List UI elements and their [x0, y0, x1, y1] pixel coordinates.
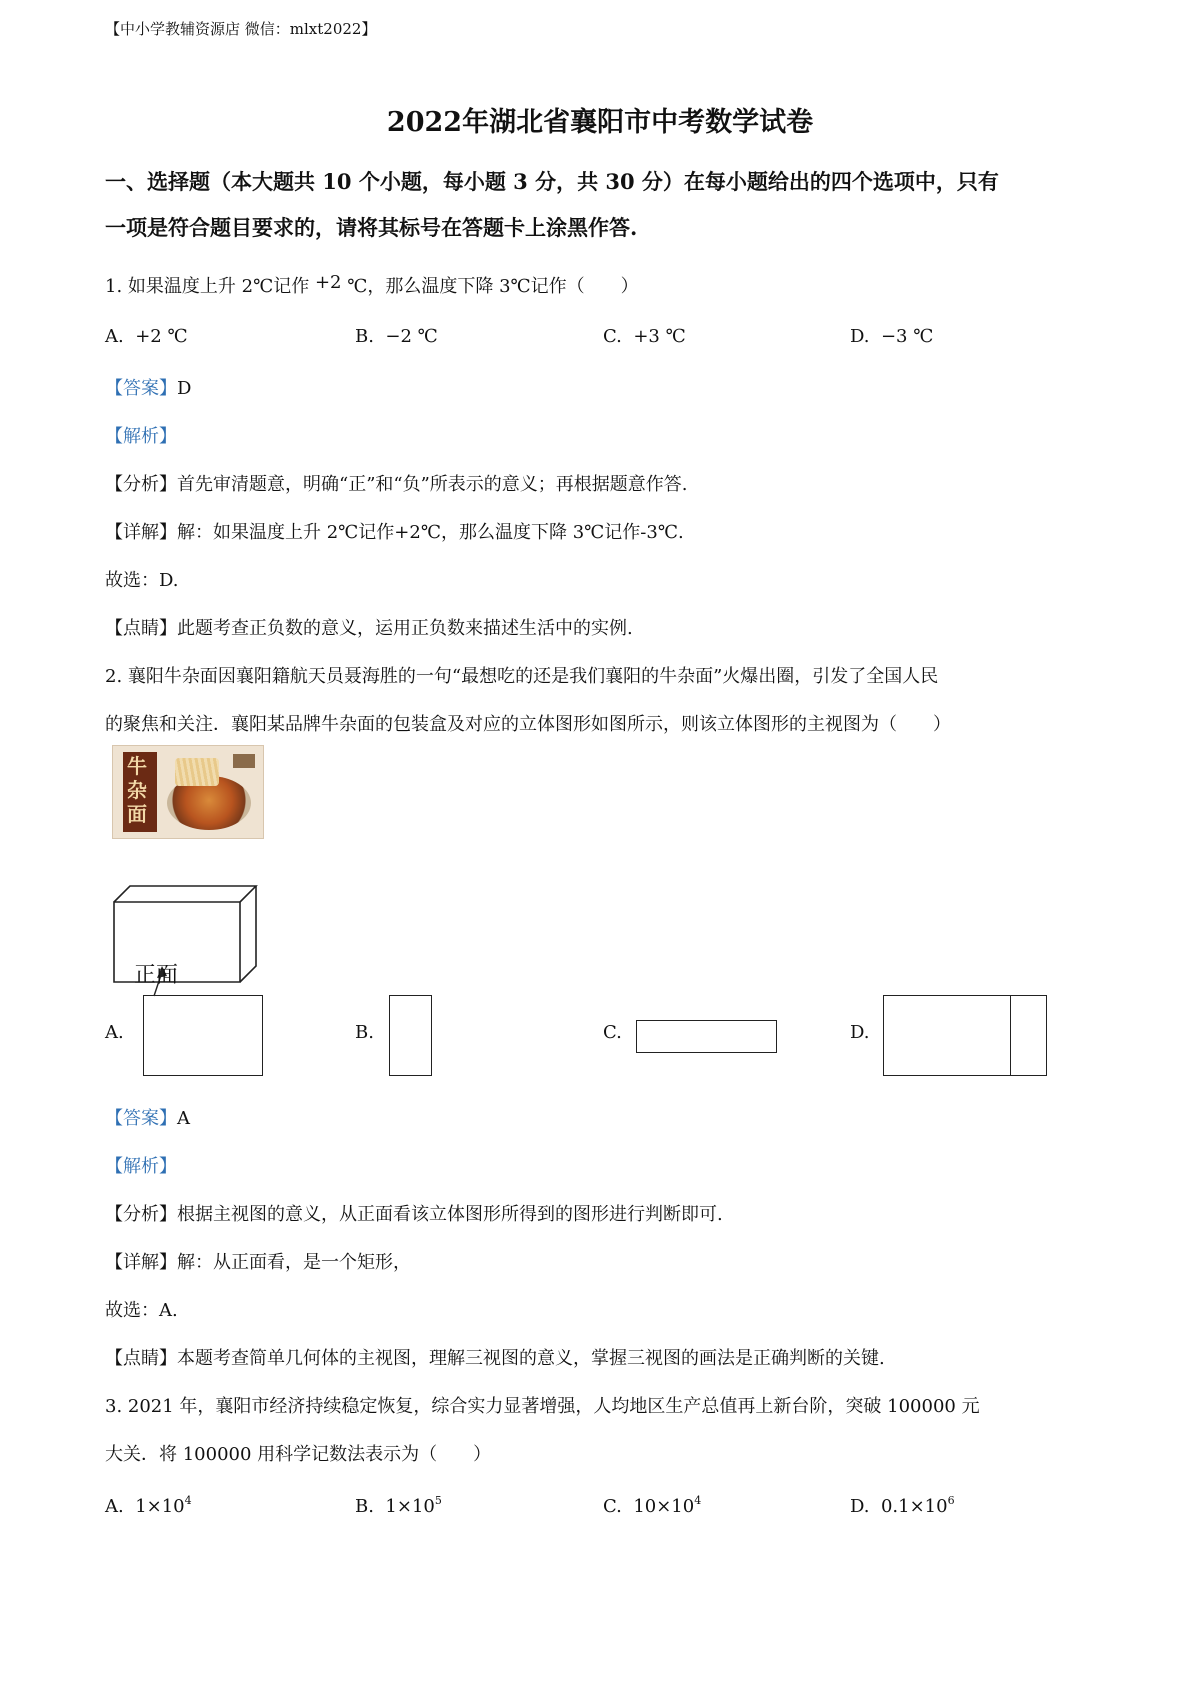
q3-option-a-base: 1×10 — [135, 1496, 185, 1517]
q2-option-a-label: A. — [105, 1022, 124, 1043]
q3-stem-line2: 大关．将 100000 用科学记数法表示为（ ） — [105, 1444, 492, 1465]
q2-stem-line1: 2. 襄阳牛杂面因襄阳籍航天员聂海胜的一句“最想吃的还是我们襄阳的牛杂面”火爆出圈，引发了全国人民 — [105, 666, 939, 687]
q2-product-photo-logo — [233, 754, 255, 768]
q3-option-c-label: C. — [603, 1496, 622, 1517]
q3-option-a-label: A. — [105, 1496, 124, 1517]
q1-option-c — [603, 326, 686, 347]
q1-dianjing-tag: 【点睛】 — [105, 618, 177, 639]
q1-guxuan: 故选：D. — [105, 570, 179, 591]
q1-option-b-value: −2 ℃ — [385, 326, 438, 347]
q2-option-d-label: D. — [850, 1022, 870, 1043]
q1-stem-text-a: 1. 如果温度上升 2℃记作 — [105, 276, 310, 297]
q1-option-c-value: +3 ℃ — [633, 326, 686, 347]
q3-option-c-base: 10×10 — [633, 1496, 695, 1517]
q1-answer-tag: 【答案】 — [105, 378, 177, 399]
q1-answer — [105, 374, 191, 400]
q2-dianjing-tag: 【点睛】 — [105, 1348, 177, 1369]
q1-option-c-label: C. — [603, 326, 622, 347]
q2-box-top-face — [114, 886, 256, 902]
q1-stem — [105, 272, 639, 298]
q3-option-d-label: D. — [850, 1496, 870, 1517]
q2-option-d-divider — [1010, 996, 1011, 1075]
q3-option-b — [355, 1494, 442, 1517]
q2-option-d-shape — [883, 995, 1047, 1076]
q2-product-photo — [112, 745, 264, 839]
q2-stem-line2: 的聚焦和关注．襄阳某品牌牛杂面的包装盒及对应的立体图形如图所示，则该立体图形的主视图为（ ） — [105, 714, 951, 735]
q2-answer — [105, 1104, 190, 1130]
q2-product-photo-noodles — [175, 758, 219, 786]
q2-answer-tag: 【答案】 — [105, 1108, 177, 1129]
q2-fenxi — [105, 1200, 723, 1226]
q3-option-b-base: 1×10 — [385, 1496, 435, 1517]
page-title: 2022年湖北省襄阳市中考数学试卷 — [386, 107, 814, 138]
q3-option-d-base: 0.1×10 — [880, 1496, 948, 1517]
q2-answer-value: A — [177, 1108, 190, 1129]
q1-option-b-label: B. — [355, 326, 374, 347]
q1-xiangjie — [105, 518, 684, 544]
q3-option-b-label: B. — [355, 1496, 374, 1517]
section-heading-line2: 一项是符合题目要求的，请将其标号在答题卡上涂黑作答. — [105, 215, 638, 240]
q2-option-c-shape — [636, 1020, 777, 1053]
q2-option-a-shape — [143, 995, 263, 1076]
q1-analysis-tag: 【解析】 — [105, 426, 177, 447]
q1-dianjing — [105, 614, 633, 640]
q1-option-d — [850, 326, 933, 347]
q1-xiangjie-tag: 【详解】 — [105, 522, 177, 543]
q3-option-d — [850, 1494, 955, 1517]
q2-option-c-label: C. — [603, 1022, 622, 1043]
q2-option-b-shape — [389, 995, 432, 1076]
page-header: 【中小学教辅资源店 微信：mlxt2022】 — [105, 20, 377, 38]
q2-fenxi-tag: 【分析】 — [105, 1204, 177, 1225]
q1-option-a-value: +2 ℃ — [135, 326, 188, 347]
section-heading-line1: 一、选择题（本大题共 10 个小题，每小题 3 分，共 30 分）在每小题给出的四个选项中，只有 — [105, 169, 999, 194]
q2-option-b-label: B. — [355, 1022, 374, 1043]
q1-option-d-label: D. — [850, 326, 870, 347]
q1-stem-text-b: ℃，那么温度下降 3℃记作（ ） — [347, 276, 639, 297]
q2-xiangjie-text: 解：从正面看，是一个矩形， — [177, 1252, 411, 1273]
q3-option-c — [603, 1494, 701, 1517]
q1-option-b — [355, 326, 438, 347]
q2-fenxi-text: 根据主视图的意义，从正面看该立体图形所得到的图形进行判断即可. — [177, 1204, 723, 1225]
q2-dianjing — [105, 1344, 885, 1370]
q2-box-figure — [110, 882, 260, 1000]
q1-stem-math: +2 — [314, 272, 342, 293]
q3-option-c-exp: 4 — [694, 1494, 702, 1507]
q1-answer-value: D — [177, 378, 192, 399]
q1-fenxi-text: 首先审清题意，明确“正”和“负”所表示的意义；再根据题意作答. — [177, 474, 688, 495]
q2-xiangjie — [105, 1248, 411, 1274]
q2-guxuan: 故选：A. — [105, 1300, 178, 1321]
q3-option-a — [105, 1494, 192, 1517]
q2-analysis-tag: 【解析】 — [105, 1156, 177, 1177]
q1-fenxi — [105, 470, 688, 496]
q2-xiangjie-tag: 【详解】 — [105, 1252, 177, 1273]
q2-dianjing-text: 本题考查简单几何体的主视图，理解三视图的意义，掌握三视图的画法是正确判断的关键. — [177, 1348, 885, 1369]
q1-option-a — [105, 326, 188, 347]
q1-xiangjie-text: 解：如果温度上升 2℃记作+2℃，那么温度下降 3℃记作-3℃. — [177, 522, 684, 543]
q1-option-d-value: −3 ℃ — [880, 326, 934, 347]
q3-option-b-exp: 5 — [434, 1494, 442, 1507]
q3-option-d-exp: 6 — [947, 1494, 955, 1507]
q3-stem-line1: 3. 2021 年，襄阳市经济持续稳定恢复，综合实力显著增强，人均地区生产总值再上新台阶，突破 100000 元 — [105, 1396, 980, 1417]
q1-dianjing-text: 此题考查正负数的意义，运用正负数来描述生活中的实例. — [177, 618, 633, 639]
q2-product-photo-label: 牛杂面 — [127, 754, 147, 826]
q2-front-label: 正面 — [134, 963, 179, 988]
q1-fenxi-tag: 【分析】 — [105, 474, 177, 495]
q3-option-a-exp: 4 — [184, 1494, 192, 1507]
q1-option-a-label: A. — [105, 326, 124, 347]
